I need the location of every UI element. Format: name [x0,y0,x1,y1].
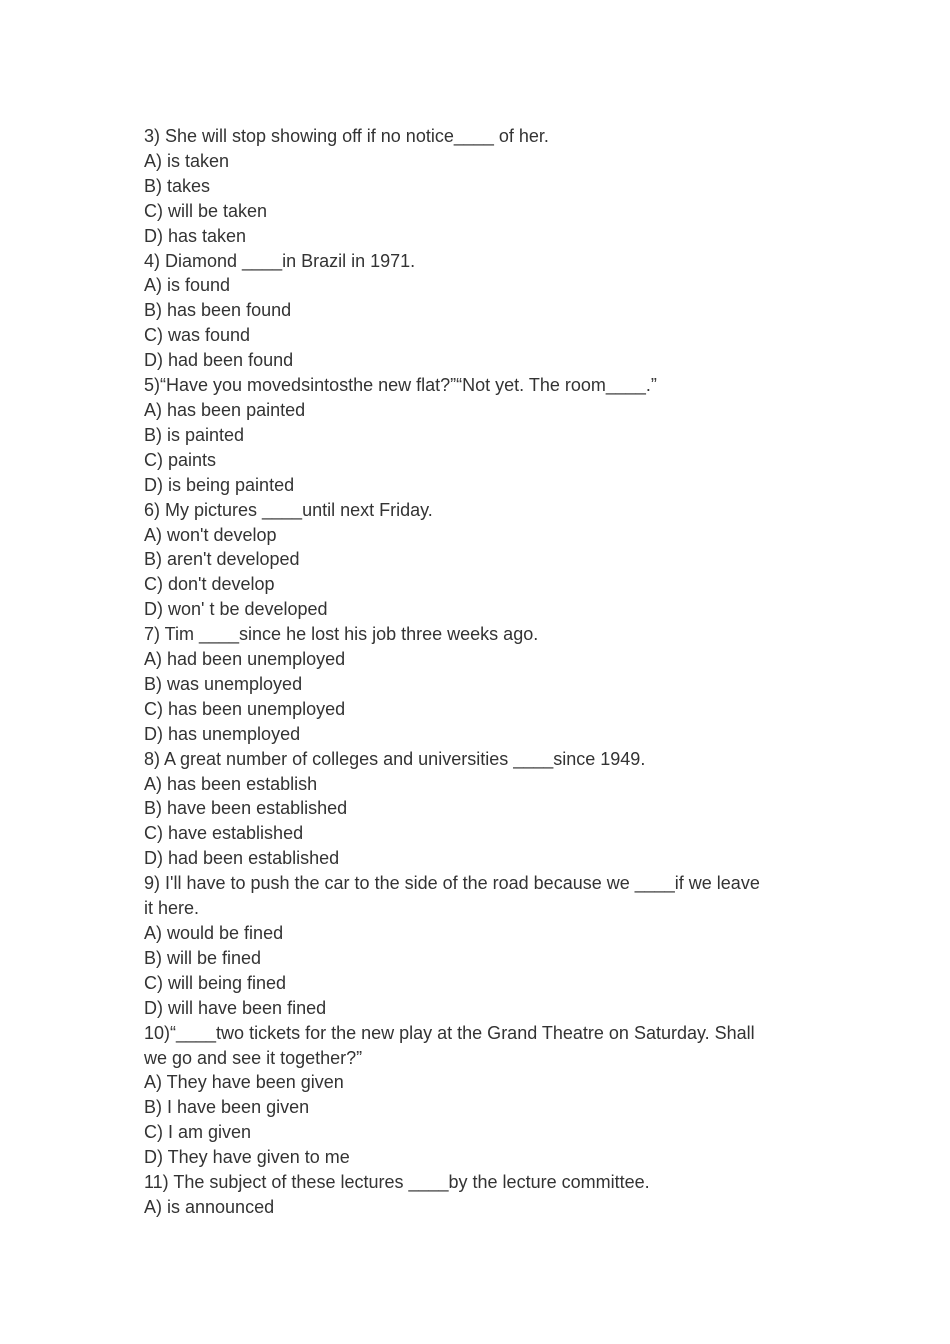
question-7-option-a: A) had been unemployed [144,649,346,670]
question-4-option-b: B) has been found [144,300,292,321]
question-8-stem: 8) A great number of colleges and universities ____since 1949. [144,748,646,769]
question-7-stem: 7) Tim ____since he lost his job three weeks ago. [144,624,539,645]
question-10-option-c: C) I am given [144,1122,252,1143]
question-9-option-d: D) will have been fined [144,997,327,1018]
question-8-option-b: B) have been established [144,798,348,819]
question-9-option-a: A) would be fined [144,923,284,943]
question-9-option-c: C) will being fined [144,972,287,993]
question-6-stem: 6) My pictures ____until next Friday. [144,499,433,520]
question-4-option-c: C) was found [144,325,251,346]
question-10-stem-continued: we go and see it together?” [144,1047,363,1068]
question-7-option-d: D) has unemployed [144,723,301,744]
question-4-stem: 4) Diamond ____in Brazil in 1971. [144,250,416,271]
question-4-option-a: A) is found [144,275,231,296]
question-3-option-d: D) has taken [144,225,247,246]
question-5-option-a: A) has been painted [144,399,306,420]
question-10-option-a: A) They have been given [144,1072,344,1093]
question-3-option-c: C) will be taken [144,200,268,221]
question-5-option-b: B) is painted [144,424,245,445]
question-3-option-a: A) is taken [144,150,230,171]
question-6-option-c: C) don't develop [144,574,275,595]
question-11-option-a: A) is announced [144,1196,275,1217]
question-6-option-d: D) won' t be developed [144,599,328,620]
question-5-option-c: C) paints [144,449,217,470]
question-9-option-b: B) will be fined [144,947,262,968]
question-6-option-a: A) won't develop [144,524,277,545]
question-list [144,124,804,1220]
question-9-stem-continued: it here. [144,898,200,919]
question-5-option-d: D) is being painted [144,474,295,495]
question-10-option-b: B) I have been given [144,1097,310,1118]
question-8-option-a: A) has been establish [144,773,318,794]
question-3-stem: 3) She will stop showing off if no notice____ of her. [144,126,549,146]
question-5-stem: 5)“Have you movedsintosthe new flat?”“Not yet. The room____.” [144,375,657,396]
question-10-stem: 10)“____two tickets for the new play at the Grand Theatre on Saturday. Shall [144,1022,755,1043]
question-11-stem: 11) The subject of these lectures ____by the lecture committee. [144,1172,650,1193]
question-8-option-d: D) had been established [144,848,340,869]
question-8-option-c: C) have established [144,823,304,844]
question-10-option-d: D) They have given to me [144,1147,350,1168]
question-6-option-b: B) aren't developed [144,549,300,570]
question-3-option-b: B) takes [144,175,211,196]
question-7-option-c: C) has been unemployed [144,698,346,719]
question-9-stem: 9) I'll have to push the car to the side of the road because we ____if we leave [144,873,760,894]
question-4-option-d: D) had been found [144,350,294,371]
question-7-option-b: B) was unemployed [144,673,303,694]
